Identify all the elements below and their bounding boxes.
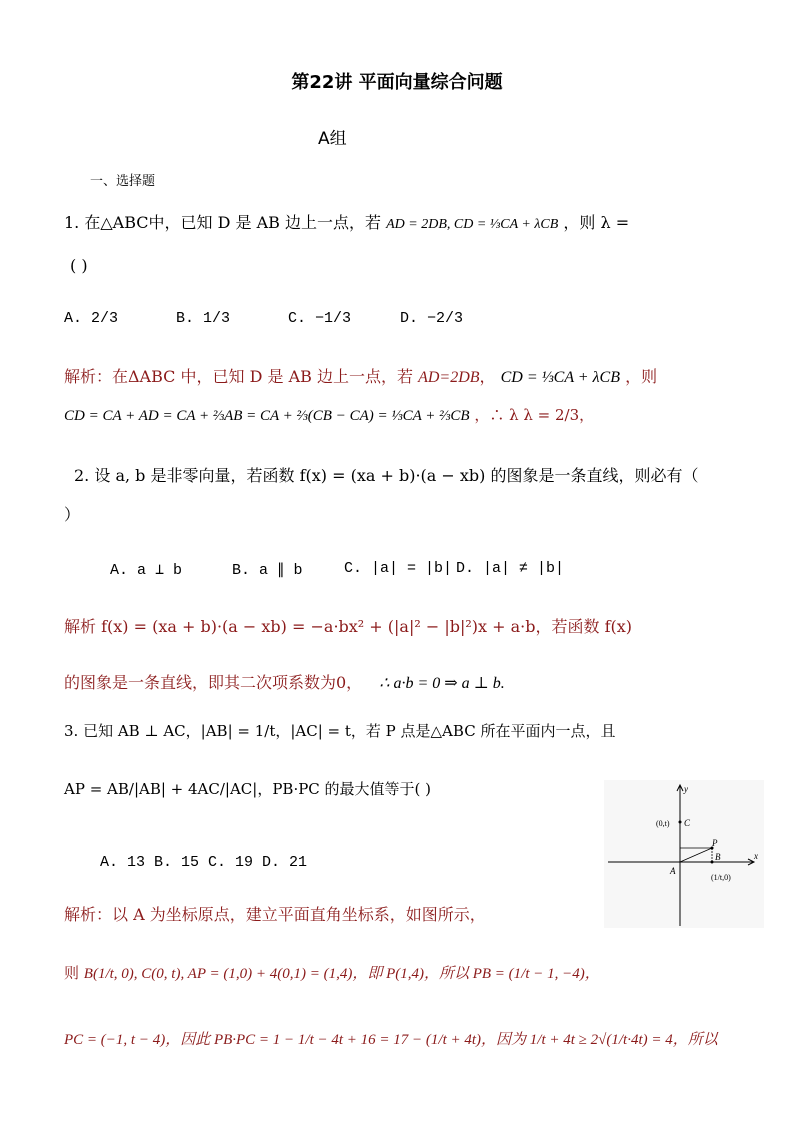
figure-background	[604, 780, 764, 928]
q1-option-d: D. −2/3	[400, 310, 464, 327]
question-3-line-1: 3. 已知 AB ⊥ AC，|AB| = 1/t，|AC| = t，若 P 点是△ABC 所在平面内一点，且	[64, 722, 616, 740]
group-heading: A组	[318, 129, 347, 149]
q2-close: ）	[64, 505, 81, 524]
question-1	[64, 210, 629, 233]
solution-3-line-3	[64, 1028, 718, 1049]
solution-1-line-1: 解析：在ΔABC 中，已知 D 是 AB 边上一点，若 AD=2DB， CD = ⅓CA + λCB ，则	[64, 367, 658, 386]
q1-option-c: C. −1/3	[288, 310, 352, 327]
sol3-derivation: PC = (−1, t − 4)，因此 PB·PC = 1 − 1/t − 4t + 16 = 17 − (1/t + 4t)，因为 1/t + 4t ≥ 2√(1/t·4t) = 4，所以	[64, 1032, 718, 1048]
question-2: 2. 设 a, b 是非零向量，若函数 f(x) = (xa + b)·(a − xb) 的图象是一条直线，则必有（	[74, 466, 699, 485]
solution-3-line-1: 解析：以 A 为坐标原点，建立平面直角坐标系，如图所示，	[64, 905, 486, 924]
point-b-coord: (1/t,0)	[711, 873, 731, 882]
sol1-formula-1: AD=2DB	[418, 369, 480, 386]
solution-3-line-2	[64, 962, 600, 983]
x-axis-label: x	[754, 851, 758, 861]
q2-option-c: C. |a| = |b|	[344, 560, 453, 577]
sol3-text-a: 则	[64, 964, 80, 982]
solution-2-line-2	[64, 670, 505, 693]
question-3-line-2: AP = AB/|AB| + 4AC/|AC|，PB·PC 的最大值等于( )	[64, 780, 432, 798]
sol1-text-b: ，则	[625, 367, 658, 386]
q1-text-a: 1. 在△ABC中，已知 D 是 AB 边上一点，若	[64, 213, 381, 232]
point-c	[679, 821, 682, 824]
point-b	[711, 861, 714, 864]
point-c-coord: (0,t)	[656, 819, 670, 828]
sol1-text-a: 解析：在ΔABC 中，已知 D 是 AB 边上一点，若	[64, 367, 413, 386]
q1-blank: ( )	[70, 256, 88, 275]
page-title: 第22讲 平面向量综合问题	[291, 72, 503, 93]
point-b-label: B	[715, 852, 721, 862]
q2-option-b: B. a ∥ b	[232, 562, 303, 579]
coordinate-figure	[604, 780, 764, 928]
sol2-conclusion: ∴ a·b = 0 ⇒ a ⊥ b.	[379, 675, 505, 692]
sol1-derivation: CD = CA + AD = CA + ⅔AB = CA + ⅔(CB − CA) = ⅓CA + ⅔CB	[64, 408, 470, 424]
point-a-label: A	[670, 866, 676, 876]
q2-option-a: A. a ⊥ b	[110, 562, 183, 579]
q1-option-a: A. 2/3	[64, 310, 119, 327]
solution-1-line-2	[64, 404, 594, 425]
sol2-text: 的图象是一条直线，即其二次项系数为0，	[64, 673, 363, 692]
solution-2-line-1: 解析 f(x) = (xa + b)·(a − xb) = −a·bx² + (|a|² − |b|²)x + a·b，若函数 f(x)	[64, 617, 633, 636]
q1-option-b: B. 1/3	[176, 310, 231, 327]
q2-option-d: D. |a| ≠ |b|	[456, 560, 565, 577]
y-axis-label: y	[684, 784, 688, 794]
q1-text-b: ，则 λ =	[563, 213, 630, 232]
section-heading: 一、选择题	[90, 174, 156, 189]
point-p-label: P	[712, 838, 718, 848]
q1-formula: AD = 2DB, CD = ⅓CA + λCB	[386, 217, 559, 232]
point-c-label: C	[684, 818, 691, 828]
sol1-formula-2: CD = ⅓CA + λCB	[500, 369, 620, 386]
sol1-conclusion: ，∴ λ λ = 2/3，	[474, 406, 595, 424]
sol3-formula: B(1/t, 0), C(0, t), AP = (1,0) + 4(0,1) = (1,4)，即 P(1,4)，所以 PB = (1/t − 1, −4)，	[83, 966, 600, 982]
q3-options: A. 13 B. 15 C. 19 D. 21	[100, 854, 308, 871]
